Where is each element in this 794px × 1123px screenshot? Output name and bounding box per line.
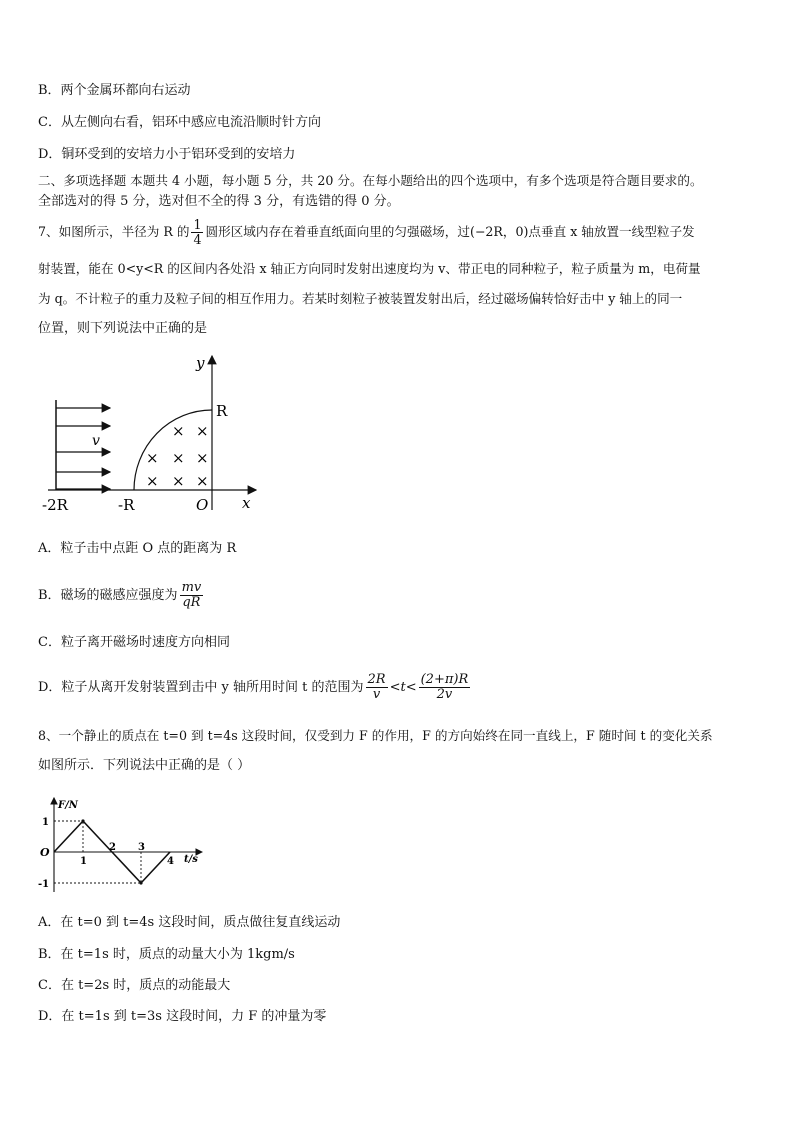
q7-option-d-frac2-numerator: (2+π)R bbox=[420, 672, 469, 687]
q6-option-d: D．铜环受到的安培力小于铝环受到的安培力 bbox=[38, 147, 296, 162]
q8-option-b: B．在 t=1s 时，质点的动量大小为 1kgm/s bbox=[38, 947, 295, 962]
field-mark: × bbox=[172, 422, 185, 440]
x-tick-label: 4 bbox=[167, 856, 174, 867]
q7-option-b-denominator: qR bbox=[182, 595, 201, 610]
q7-option-c: C．粒子离开磁场时速度方向相同 bbox=[38, 635, 230, 650]
q7-option-d-fraction1 bbox=[366, 673, 388, 702]
q7-option-d-fraction2 bbox=[419, 673, 471, 702]
x-tick-label: 1 bbox=[80, 856, 87, 867]
field-mark: × bbox=[146, 472, 159, 490]
q8-force-time-chart bbox=[38, 796, 204, 896]
velocity-label: v bbox=[92, 433, 100, 449]
q7-option-d-frac1-numerator: 2R bbox=[367, 672, 386, 687]
q6-option-c: C．从左侧向右看，铝环中感应电流沿顺时针方向 bbox=[38, 115, 321, 130]
q7-option-b-numerator: mv bbox=[181, 580, 202, 595]
q7-option-b-fraction bbox=[180, 581, 204, 610]
q8-option-d: D．在 t=1s 到 t=3s 这段时间，力 F 的冲量为零 bbox=[38, 1009, 327, 1024]
q7-stem-line1 bbox=[38, 217, 695, 247]
chart-y-axis-label: F/N bbox=[58, 800, 78, 811]
quarter-numerator: 1 bbox=[193, 217, 202, 232]
q7-option-b bbox=[38, 578, 205, 614]
q7-magnetic-field-figure bbox=[38, 350, 268, 520]
q7-option-b-text: B．磁场的磁感应强度为 bbox=[38, 588, 178, 603]
field-mark: × bbox=[172, 449, 185, 467]
q8-stem-line2: 如图所示．下列说法中正确的是（ ） bbox=[38, 758, 251, 773]
y-axis-label: y bbox=[196, 354, 205, 372]
section2-instructions-line2: 全部选对的得 5 分，选对但不全的得 3 分，有选错的得 0 分。 bbox=[38, 194, 400, 209]
y-tick-label: -1 bbox=[38, 879, 50, 890]
quarter-denominator: 4 bbox=[193, 232, 202, 247]
data-point bbox=[81, 819, 84, 822]
q8-option-a: A．在 t=0 到 t=4s 这段时间，质点做往复直线运动 bbox=[38, 915, 341, 930]
chart-x-axis-label: t/s bbox=[184, 854, 198, 865]
minus-2r-label: -2R bbox=[42, 496, 68, 514]
q7-stem-line1-a: 7、如图所示，半径为 R 的 bbox=[38, 224, 190, 239]
q7-option-a: A．粒子击中点距 O 点的距离为 R bbox=[38, 541, 237, 556]
q7-option-d bbox=[38, 670, 472, 706]
q7-option-d-frac2-denominator: 2v bbox=[436, 687, 453, 702]
q7-stem-line4: 位置，则下列说法中正确的是 bbox=[38, 321, 208, 336]
q6-option-b: B．两个金属环都向右运动 bbox=[38, 83, 191, 98]
field-mark: × bbox=[196, 422, 209, 440]
radius-label: R bbox=[216, 402, 228, 420]
q7-stem-line1-b: 圆形区域内存在着垂直纸面向里的匀强磁场，过(−2R，0)点垂直 x 轴放置一线型粒子发 bbox=[205, 224, 695, 239]
q7-option-d-frac1-denominator: v bbox=[372, 687, 381, 702]
data-point bbox=[139, 881, 142, 884]
x-axis-label: x bbox=[242, 494, 251, 512]
q8-stem-line1: 8、一个静止的质点在 t=0 到 t=4s 这段时间，仅受到力 F 的作用，F 的方向始终在同一直线上，F 随时间 t 的变化关系 bbox=[38, 728, 713, 743]
field-mark: × bbox=[196, 472, 209, 490]
section2-instructions-line1: 二、多项选择题 本题共 4 小题，每小题 5 分，共 20 分。在每小题给出的四个选项中，有多个选项是符合题目要求的。 bbox=[38, 173, 703, 188]
q7-stem-line2: 射装置，能在 0<y<R 的区间内各处沿 x 轴正方向同时发射出速度均为 v、带正电的同种粒子，粒子质量为 m，电荷量 bbox=[38, 261, 701, 276]
chart-origin-label: O bbox=[40, 846, 50, 859]
field-mark: × bbox=[196, 449, 209, 467]
q8-option-c: C．在 t=2s 时，质点的动能最大 bbox=[38, 978, 231, 993]
minus-r-label: -R bbox=[118, 496, 135, 514]
origin-label: O bbox=[196, 496, 209, 514]
q7-option-d-inequality: <t< bbox=[389, 680, 417, 695]
q7-option-d-text: D．粒子从离开发射装置到击中 y 轴所用时间 t 的范围为 bbox=[38, 680, 364, 695]
field-mark: × bbox=[146, 449, 159, 467]
y-tick-label: 1 bbox=[42, 817, 49, 828]
x-tick-label: 3 bbox=[138, 842, 145, 853]
field-mark: × bbox=[172, 472, 185, 490]
quarter-fraction bbox=[191, 218, 203, 247]
q7-stem-line3: 为 q。不计粒子的重力及粒子间的相互作用力。若某时刻粒子被装置发射出后，经过磁场偏转恰好击中 y 轴上的同一 bbox=[38, 291, 683, 306]
x-tick-label: 2 bbox=[109, 842, 116, 853]
